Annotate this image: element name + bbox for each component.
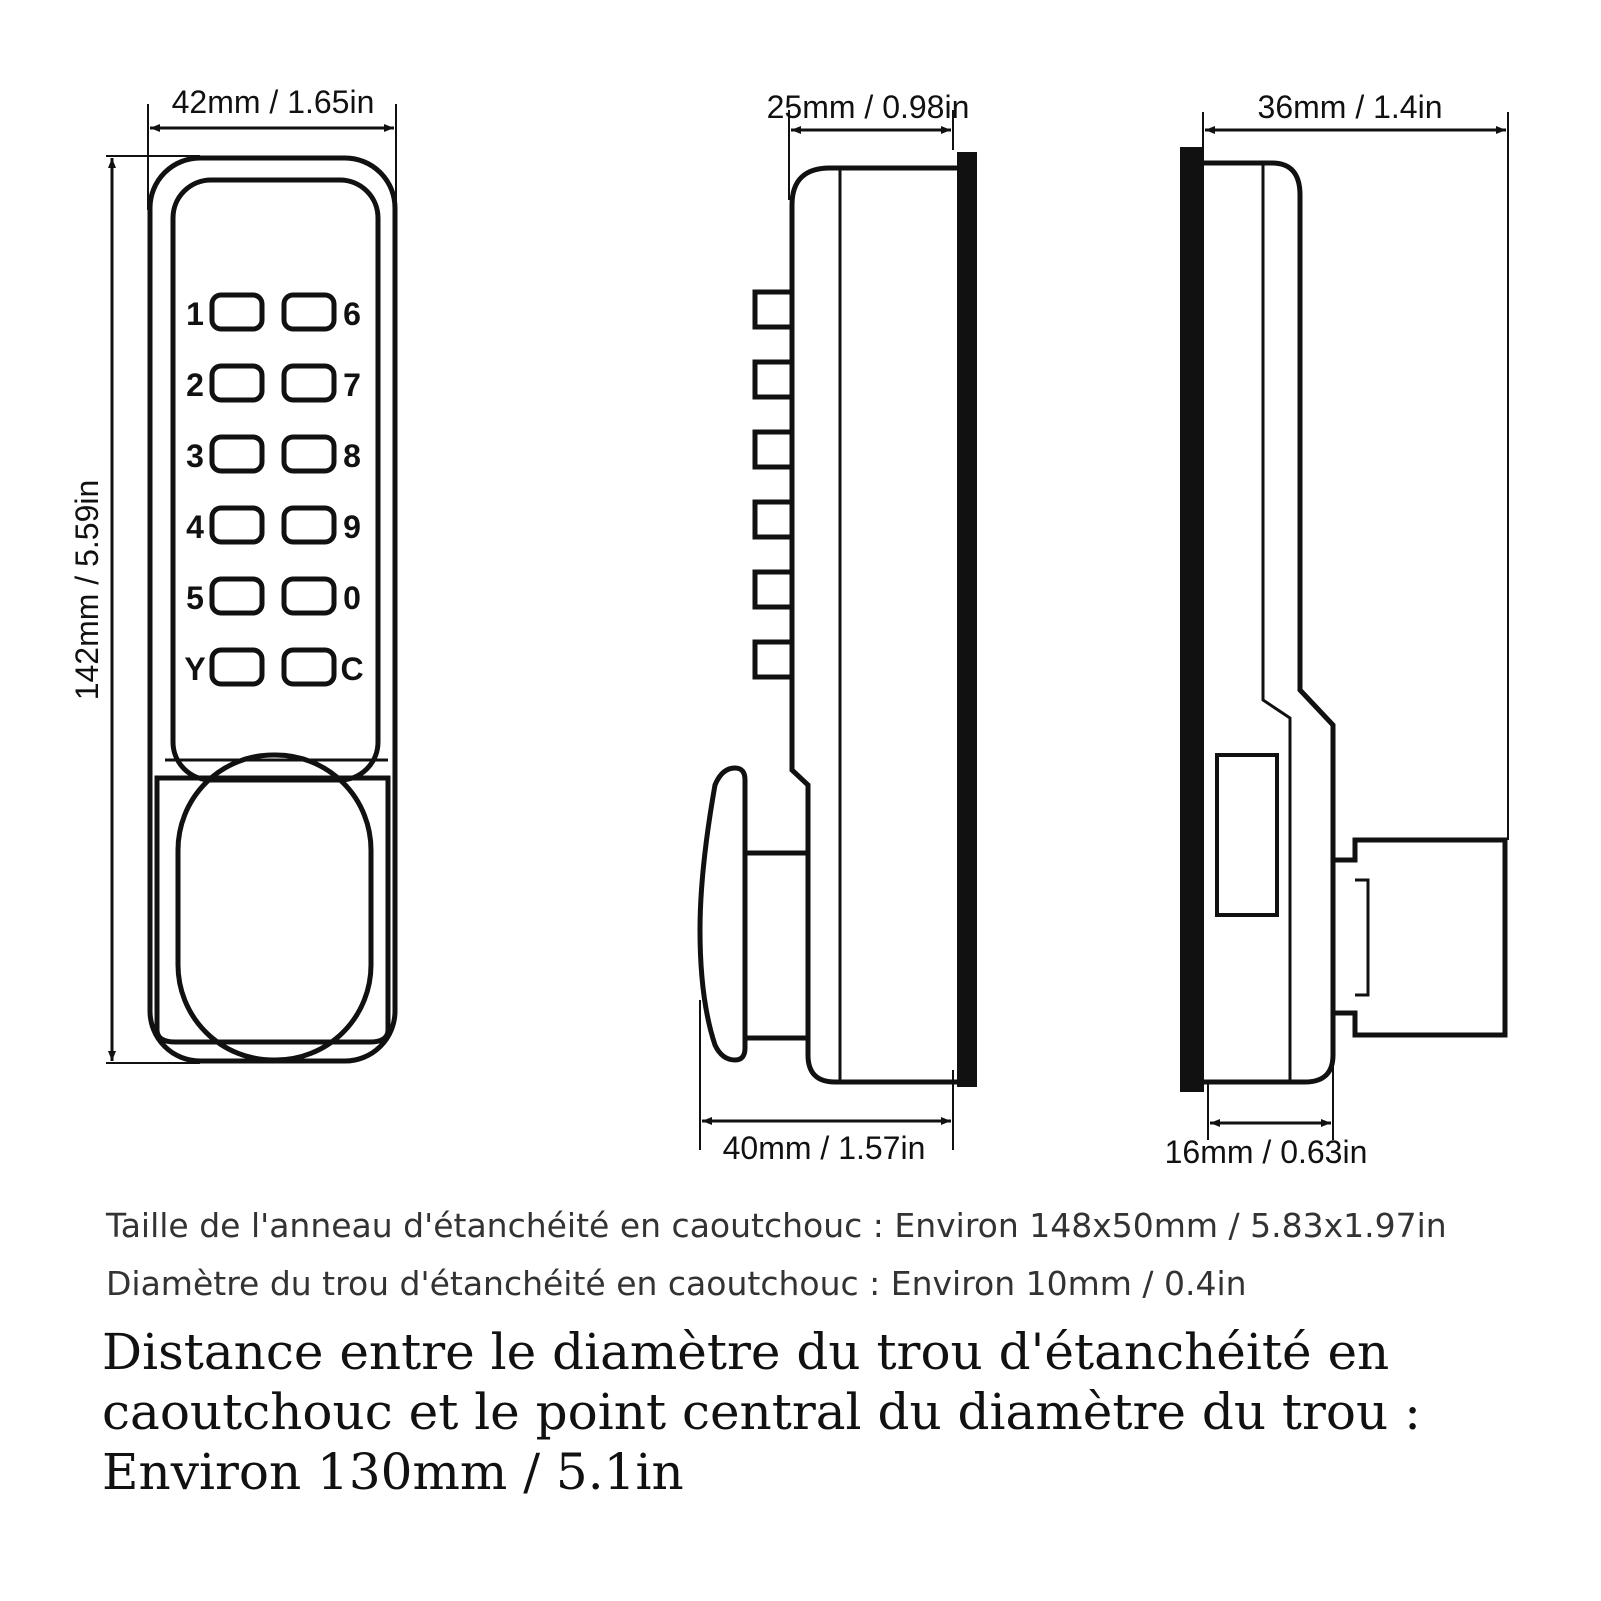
key-3-button	[212, 437, 262, 471]
key-label-left-4: 4	[186, 509, 204, 545]
key-label-right-4: 9	[343, 509, 361, 545]
rear-bottom-label: 16mm / 0.63in	[1164, 1134, 1368, 1170]
rear-view	[1180, 112, 1508, 1140]
side-mounting-plate	[957, 152, 977, 1087]
rear-top-label: 36mm / 1.4in	[1257, 89, 1443, 125]
key-4-button	[212, 508, 262, 542]
side-top-label: 25mm / 0.98in	[766, 89, 970, 125]
key-8-button	[284, 437, 334, 471]
front-knob	[178, 755, 371, 1060]
knob-housing	[157, 778, 388, 1042]
key-label-right-5: 0	[343, 580, 361, 616]
rear-latch-window	[1217, 755, 1277, 915]
side-key-3	[755, 432, 792, 467]
front-height-label: 142mm / 5.59in	[69, 479, 105, 701]
key-1-button	[212, 295, 262, 329]
rear-labels	[1165, 89, 1443, 1170]
rear-mounting-plate	[1180, 147, 1204, 1092]
key-c-button	[284, 650, 334, 684]
keypad-panel	[173, 180, 378, 780]
rear-body-outline	[1204, 163, 1333, 1082]
key-7-button	[284, 366, 334, 400]
side-labels	[723, 89, 970, 1166]
key-6-button	[284, 295, 334, 329]
key-label-right-2: 7	[343, 367, 361, 403]
key-label-right-6: C	[340, 651, 364, 687]
side-key-5	[755, 572, 792, 607]
key-label-right-1: 6	[343, 296, 361, 332]
key-label-right-3: 8	[343, 438, 361, 474]
keypad-keys	[212, 295, 334, 684]
key-label-left-2: 2	[186, 367, 204, 403]
side-key-1	[755, 292, 792, 327]
side-body-outline	[792, 168, 957, 1082]
key-label-left-3: 3	[186, 438, 204, 474]
key-label-left-6: Y	[184, 651, 206, 687]
side-key-6	[755, 642, 792, 677]
side-knob-shaft	[745, 853, 808, 1038]
side-bottom-label: 40mm / 1.57in	[722, 1130, 926, 1166]
key-9-button	[284, 508, 334, 542]
front-width-label: 42mm / 1.65in	[171, 84, 375, 120]
side-key-4	[755, 502, 792, 537]
hole-distance-text: Distance entre le diamètre du trou d'étanchéité en caoutchouc et le point central du diamètre du trou : Environ 130mm / 5.1in	[102, 1323, 1421, 1501]
side-view	[700, 110, 977, 1150]
key-2-button	[212, 366, 262, 400]
key-0-button	[284, 579, 334, 613]
key-y-button	[212, 650, 262, 684]
seal-hole-diameter-text: Diamètre du trou d'étanchéité en caoutchouc : Environ 10mm / 0.4in	[106, 1264, 1247, 1303]
front-labels	[69, 84, 374, 700]
side-key-2	[755, 362, 792, 397]
side-knob	[700, 768, 745, 1060]
rear-bolt	[1333, 840, 1505, 1035]
key-label-left-5: 5	[186, 580, 204, 616]
key-5-button	[212, 579, 262, 613]
key-label-left-1: 1	[186, 296, 204, 332]
seal-ring-size-text: Taille de l'anneau d'étanchéité en caoutchouc : Environ 148x50mm / 5.83x1.97in	[106, 1206, 1447, 1245]
